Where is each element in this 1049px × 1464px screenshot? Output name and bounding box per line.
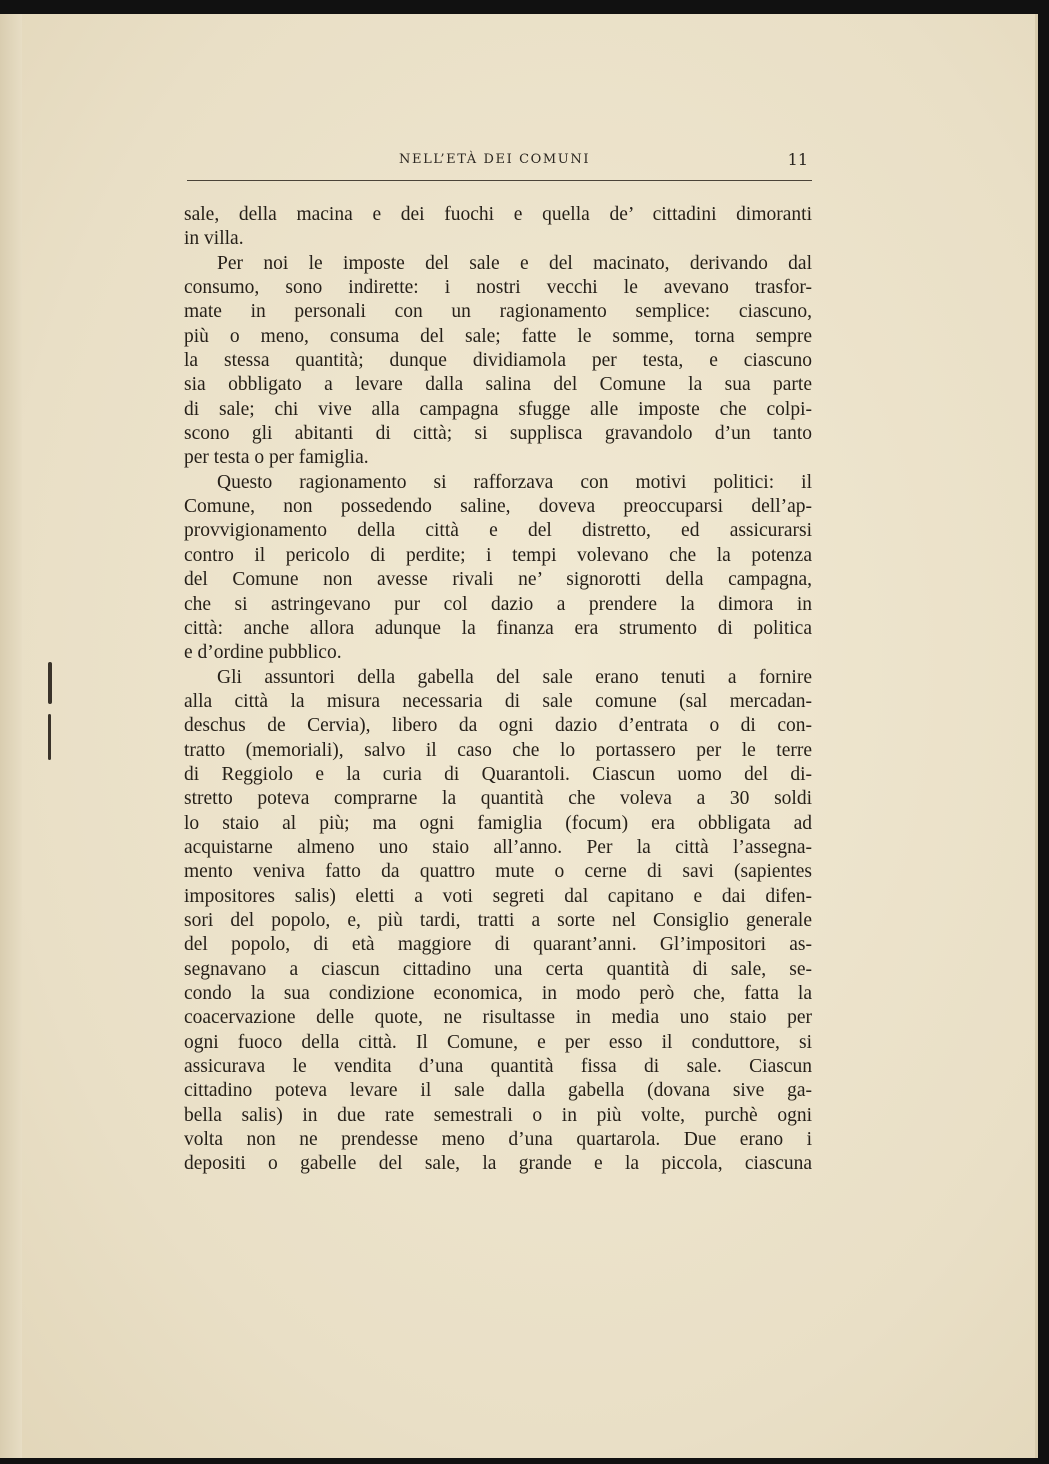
text-line: che si astringevano pur col dazio a prendere la dimora in [184, 593, 812, 615]
text-line: del Comune non avesse rivali ne’ signorotti della campagna, [184, 569, 812, 591]
text-line: sia obbligato a levare dalla salina del Comune la sua parte [184, 374, 812, 396]
text-line: acquistarne almeno uno staio all’anno. Per la città l’assegna- [184, 836, 812, 858]
text-line: stretto poteva comprarne la quantità che voleva a 30 soldi [184, 788, 812, 810]
text-line: del popolo, di età maggiore di quarant’anni. Gl’impositori as- [184, 934, 812, 956]
text-line: coacervazione delle quote, ne risultasse in media uno staio per [184, 1007, 812, 1029]
text-line: ogni fuoco della città. Il Comune, e per esso il conduttore, si [184, 1031, 812, 1053]
text-line: segnavano a ciascun cittadino una certa quantità di sale, se- [184, 958, 812, 980]
running-head: NELL’ETÀ DEI COMUNI [399, 152, 591, 167]
text-line: lo staio al più; ma ogni famiglia (focum) era obbligata ad [184, 812, 812, 834]
text-line: e d’ordine pubblico. [184, 642, 342, 664]
text-line: consumo, sono indirette: i nostri vecchi le avevano trasfor- [184, 277, 812, 299]
text-line: impositores salis) eletti a voti segreti dal capitano e dai difen- [184, 885, 812, 907]
text-line: scono gli abitanti di città; si supplisca gravandolo d’un tanto [184, 423, 812, 445]
text-line: tratto (memoriali), salvo il caso che lo portassero per le terre [184, 739, 812, 761]
text-line: Comune, non possedendo saline, doveva preoccuparsi dell’ap- [184, 496, 812, 518]
margin-ink-mark [48, 714, 51, 760]
text-line: volta non ne prendesse meno d’una quartarola. Due erano i [184, 1129, 812, 1151]
text-line: di Reggiolo e la curia di Quarantoli. Ciascun uomo del di- [184, 763, 812, 785]
text-line: condo la sua condizione economica, in modo però che, fatta la [184, 983, 812, 1004]
page-header [187, 142, 812, 182]
page-gutter [0, 14, 22, 1458]
text-line: per testa o per famiglia. [184, 447, 369, 469]
page-number: 11 [787, 150, 808, 169]
text-line: mate in personali con un ragionamento semplice: ciascuno, [184, 301, 812, 323]
text-line: città: anche allora adunque la finanza era strumento di politica [184, 617, 812, 639]
text-line: Per noi le imposte del sale e del macinato, derivando dal [217, 252, 812, 274]
margin-ink-mark [48, 662, 52, 704]
text-line: deschus de Cervia), libero da ogni dazio d’entrata o di con- [184, 715, 812, 737]
text-line: mento veniva fatto da quattro mute o cerne di savi (sapientes [184, 861, 812, 883]
text-line: Gli assuntori della gabella del sale erano tenuti a fornire [217, 666, 812, 688]
text-line: in villa. [184, 228, 244, 250]
text-line: provvigionamento della città e del distretto, ed assicurarsi [184, 520, 812, 542]
text-line: la stessa quantità; dunque dividiamola per testa, e ciascuno [184, 350, 812, 372]
header-rule [187, 180, 812, 181]
text-line: assicurava le vendita d’una quantità fissa di sale. Ciascun [184, 1056, 812, 1078]
text-line: depositi o gabelle del sale, la grande e la piccola, ciascuna [184, 1153, 812, 1175]
text-line: più o meno, consuma del sale; fatte le somme, torna sempre [184, 325, 812, 347]
text-line: sori del popolo, e, più tardi, tratti a sorte nel Consiglio generale [184, 909, 812, 931]
text-line: cittadino poteva levare il sale dalla gabella (dovana sive ga- [184, 1080, 812, 1102]
text-line: contro il pericolo di perdite; i tempi volevano che la potenza [184, 544, 812, 566]
text-line: bella salis) in due rate semestrali o in più volte, purchè ogni [184, 1104, 812, 1126]
text-line: sale, della macina e dei fuochi e quella de’ cittadini dimoranti [184, 204, 812, 225]
body-text [184, 203, 812, 1177]
text-line: alla città la misura necessaria di sale comune (sal mercadan- [184, 690, 812, 712]
text-line: Questo ragionamento si rafforzava con motivi politici: il [217, 471, 812, 493]
text-line: di sale; chi vive alla campagna sfugge alle imposte che colpi- [184, 398, 812, 420]
